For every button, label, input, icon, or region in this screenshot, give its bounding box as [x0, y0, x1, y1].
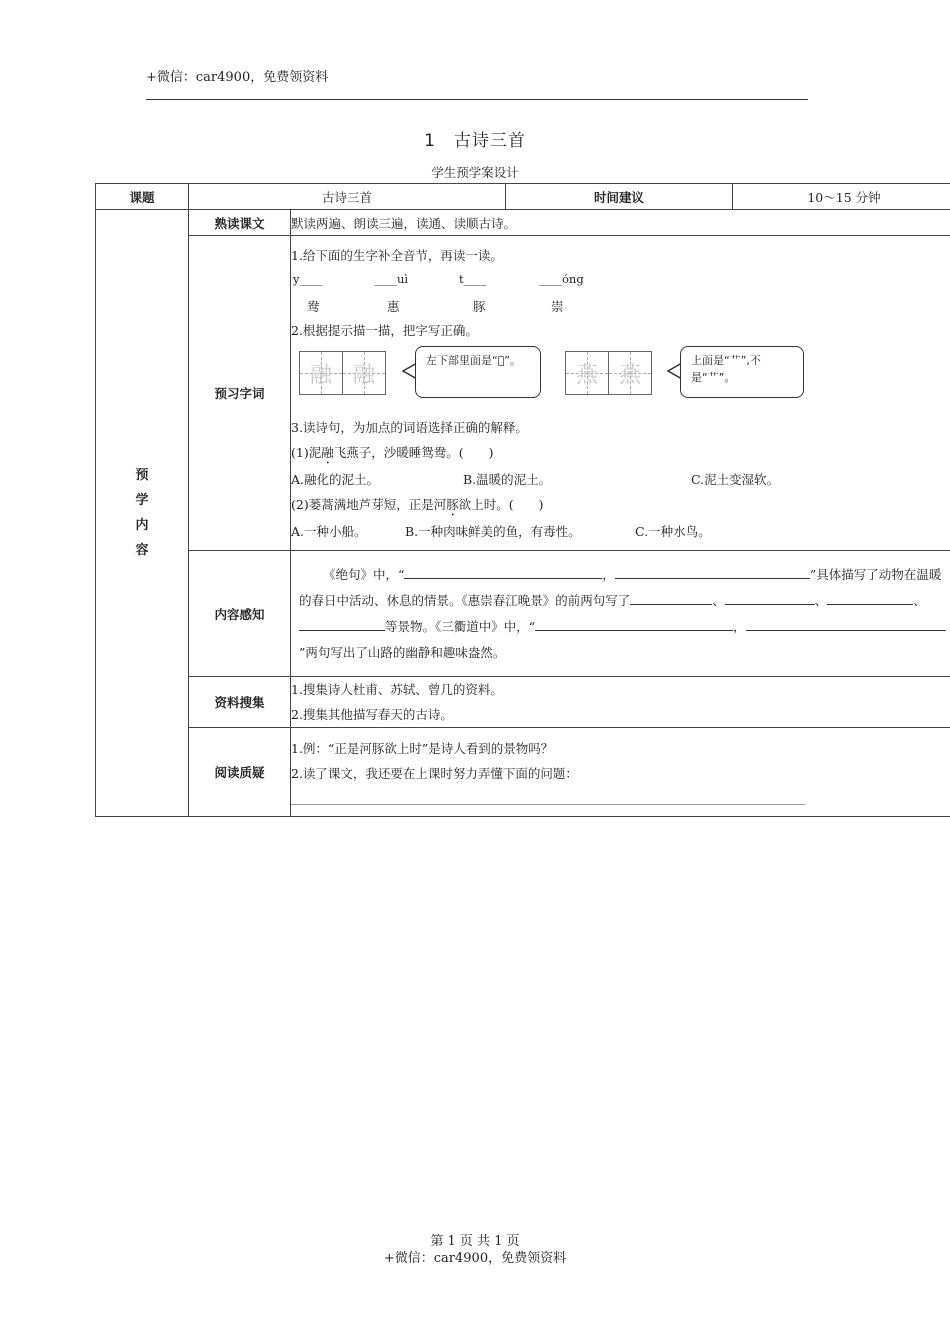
content-row	[96, 551, 950, 677]
char-3: 豚	[473, 299, 486, 314]
section-label: 预 学 内 容	[96, 210, 189, 817]
char-1: 鸯	[307, 299, 320, 314]
question-row	[96, 728, 950, 817]
s1-option-a[interactable]: A.融化的泥土。	[291, 472, 380, 487]
question-item-2: 2.读了课文，我还要在上课时努力弄懂下面的问题：	[291, 766, 578, 781]
preview-q1: 1.给下面的生字补全音节，再读一读。	[291, 248, 503, 263]
sentence-1: (1)泥融飞燕子，沙暖睡鸳鸯。( )	[291, 445, 494, 460]
read-label: 熟读课文	[189, 210, 291, 236]
s1-option-b[interactable]: B.温暖的泥土。	[463, 472, 552, 487]
hint-bubble-2: 上面是“艹”,不是“艹”。	[680, 346, 804, 398]
blank-3[interactable]	[642, 590, 712, 605]
preview-content	[291, 236, 950, 551]
question-content	[291, 728, 950, 817]
preview-q3: 3.读诗句，为加点的词语选择正确的解释。	[291, 420, 528, 435]
collect-item-2: 2.搜集其他描写春天的古诗。	[291, 707, 453, 722]
hint-bubble-1: 左下部里面是“𫝀”。	[415, 346, 541, 398]
s2-option-b[interactable]: B.一种肉味鲜美的鱼，有毒性。	[405, 524, 581, 539]
tracing-area	[291, 343, 950, 415]
sentence-2-options	[291, 519, 950, 544]
read-text: 默读两遍、朗读三遍，读通、读顺古诗。	[291, 210, 950, 236]
tracing-grid-1[interactable]: 融 融	[299, 351, 386, 395]
char-2: 惠	[387, 299, 400, 314]
char-row	[291, 293, 950, 318]
blank-4[interactable]	[725, 590, 815, 605]
s1-option-c[interactable]: C.泥土变湿软。	[691, 472, 780, 487]
sentence-1-options	[291, 467, 950, 492]
pinyin-row	[291, 268, 950, 293]
time-label: 时间建议	[506, 184, 733, 210]
question-label: 阅读质疑	[189, 728, 291, 817]
header-note: +微信：car4900，免费领资料	[146, 70, 329, 85]
read-row	[96, 210, 950, 236]
s2-option-a[interactable]: A.一种小船。	[291, 524, 367, 539]
blank-1[interactable]	[404, 564, 602, 579]
footer-note: +微信：car4900，免费领资料	[383, 1251, 567, 1266]
blank-8[interactable]	[746, 616, 946, 631]
preview-q2: 2.根据提示描一描，把字写正确。	[291, 323, 478, 338]
question-item-1: 1.例：“正是河豚欲上时”是诗人看到的景物吗？	[291, 741, 554, 756]
preview-label: 预习字词	[189, 236, 291, 551]
header-row	[96, 184, 950, 210]
blank-2[interactable]	[615, 564, 800, 579]
blank-6[interactable]	[299, 616, 385, 631]
collect-content	[291, 677, 950, 728]
pinyin-blank-1[interactable]: y____	[293, 272, 323, 286]
answer-line[interactable]	[291, 788, 805, 805]
pinyin-blank-2[interactable]: ____uì	[374, 272, 409, 286]
content-text: 《绝句》中，“ ， ”具体描写了动物在温暖的春日中活动、休息的情景。《惠崇春江晚景》的前两句写了 、 、 、等景物。《三衢道中》中，“ ，”两句写出了山路的幽静和趣味盎然。	[291, 551, 950, 677]
pinyin-blank-3[interactable]: t____	[459, 272, 487, 286]
page-title: 1 古诗三首	[424, 131, 526, 151]
char-4: 崇	[551, 299, 564, 314]
pinyin-blank-4[interactable]: ____óng	[539, 272, 584, 286]
blank-5[interactable]	[827, 590, 913, 605]
header-rule	[146, 99, 808, 100]
content-label: 内容感知	[189, 551, 291, 677]
topic-value: 古诗三首	[189, 184, 506, 210]
blank-7[interactable]	[563, 616, 733, 631]
topic-label: 课题	[96, 184, 189, 210]
preview-row	[96, 236, 950, 551]
collect-label: 资料搜集	[189, 677, 291, 728]
worksheet-table	[95, 183, 950, 817]
page-subtitle: 学生预学案设计	[431, 165, 519, 180]
sentence-2: (2)蒌蒿满地芦芽短，正是河豚欲上时。( )	[291, 497, 544, 512]
s2-option-c[interactable]: C.一种水鸟。	[635, 524, 711, 539]
time-value: 10～15 分钟	[733, 184, 950, 210]
collect-row	[96, 677, 950, 728]
collect-item-1: 1.搜集诗人杜甫、苏轼、曾几的资料。	[291, 682, 503, 697]
tracing-grid-2[interactable]: 燕 燕	[565, 351, 652, 395]
footer-page: 第 1 页 共 1 页	[430, 1234, 520, 1249]
